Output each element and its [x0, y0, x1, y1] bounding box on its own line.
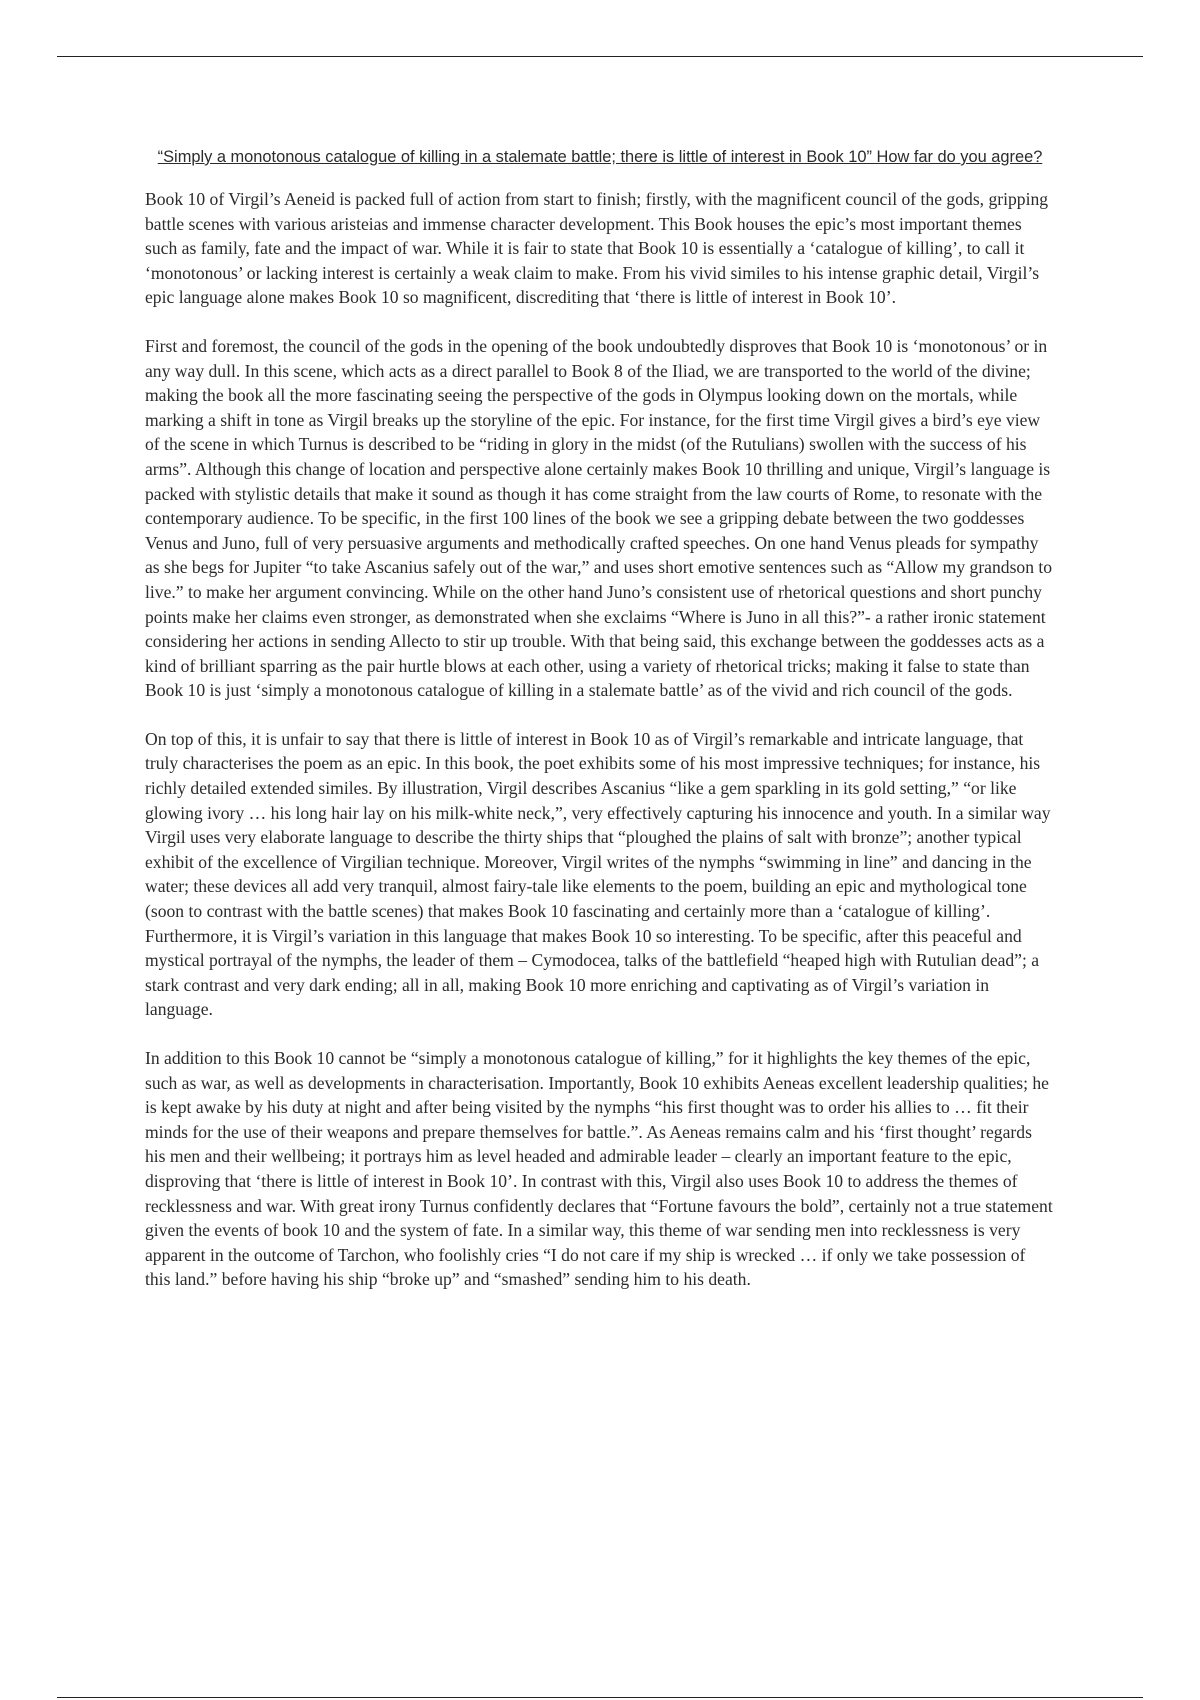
paragraph-language: On top of this, it is unfair to say that there is little of interest in Book 10 as of Virgil’s remarkable and intricate language, that truly characterises the poem as an epic. In this book, the poet exhibits some of his most impressive techniques; for instance, his richly detailed extended similes. By illustration, Virgil describes Ascanius “like a gem sparkling in its gold setting,” “or like glowing ivory … his long hair lay on his milk-white neck,”, very effectively capturing his innocence and youth. In a similar way Virgil uses very elaborate language to describe the thirty ships that “ploughed the plains of salt with bronze”; another typical exhibit of the excellence of Virgilian technique. Moreover, Virgil writes of the nymphs “swimming in line” and dancing in the water; these devices all add very tranquil, almost fairy-tale like elements to the poem, building an epic and mythological tone (soon to contrast with the battle scenes) that makes Book 10 fascinating and certainly more than a ‘catalogue of killing’. Furthermore, it is Virgil’s variation in this language that makes Book 10 so interesting. To be specific, after this peaceful and mystical portrayal of the nymphs, the leader of them – Cymodocea, talks of the battlefield “heaped high with Rutulian dead”; a stark contrast and very dark ending; all in all, making Book 10 more enriching and captivating as of Virgil’s variation in language.	[145, 728, 1051, 1020]
header-rule	[57, 56, 1143, 57]
document-page	[145, 146, 1055, 1316]
paragraph-themes: In addition to this Book 10 cannot be “simply a monotonous catalogue of killing,” for it highlights the key themes of the epic, such as war, as well as developments in characterisation. Importantly, Book 10 exhibits Aeneas excellent leadership qualities; he is kept awake by his duty at night and after being visited by the nymphs “his first thought was to order his allies to … fit their minds for the use of their weapons and prepare themselves for battle.”. As Aeneas remains calm and his ‘first thought’ regards his men and their wellbeing; it portrays him as level headed and admirable leader – clearly an important feature to the epic, disproving that ‘there is little of interest in Book 10’. In contrast with this, Virgil also uses Book 10 to address the themes of recklessness and war. With great irony Turnus confidently declares that “Fortune favours the bold”, certainly not a true statement given the events of book 10 and the system of fate. In a similar way, this theme of war sending men into recklessness is very apparent in the outcome of Tarchon, who foolishly cries “I do not care if my ship is wrecked … if only we take possession of this land.” before having his ship “broke up” and “smashed” sending him to his death.	[145, 1048, 1053, 1290]
paragraph-council-of-gods: First and foremost, the council of the gods in the opening of the book undoubtedly disproves that Book 10 is ‘monotonous’ or in any way dull. In this scene, which acts as a direct parallel to Book 8 of the Iliad, we are transported to the world of the divine; making the book all the more fascinating seeing the perspective of the gods in Olympus looking down on the mortals, while marking a shift in tone as Virgil breaks up the storyline of the epic. For instance, for the first time Virgil gives a bird’s eye view of the scene in which Turnus is described to be “riding in glory in the midst (of the Rutulians) swollen with the success of his arms”. Although this change of location and perspective alone certainly makes Book 10 thrilling and unique, Virgil’s language is packed with stylistic details that make it sound as though it has come straight from the law courts of Rome, to resonate with the contemporary audience. To be specific, in the first 100 lines of the book we see a gripping debate between the two goddesses Venus and Juno, full of very persuasive arguments and methodically crafted speeches. On one hand Venus pleads for sympathy as she begs for Jupiter “to take Ascanius safely out of the war,” and uses short emotive sentences such as “Allow my grandson to live.” to make her argument convincing. While on the other hand Juno’s consistent use of rhetorical questions and short punchy points make her claims even stronger, as demonstrated when she exclaims “Where is Juno in all this?”- a rather ironic statement considering her actions in sending Allecto to stir up trouble. With that being said, this exchange between the goddesses acts as a kind of brilliant sparring as the pair hurtle blows at each other, using a variety of rhetorical tricks; making it false to state than Book 10 is just ‘simply a monotonous catalogue of killing in a stalemate battle’ as of the vivid and rich council of the gods.	[145, 335, 1053, 701]
paragraph-intro: Book 10 of Virgil’s Aeneid is packed full of action from start to finish; firstly, with the magnificent council of the gods, gripping battle scenes with various aristeias and immense character development. This Book houses the epic’s most important themes such as family, fate and the impact of war. While it is fair to state that Book 10 is essentially a ‘catalogue of killing’, to call it ‘monotonous’ or lacking interest is certainly a weak claim to make. From his vivid similes to his intense graphic detail, Virgil’s epic language alone makes Book 10 so magnificent, discrediting that ‘there is little of interest in Book 10’.	[145, 189, 1049, 308]
footer-rule	[57, 1697, 1143, 1698]
essay-title: “Simply a monotonous catalogue of killing in a stalemate battle; there is little of interest in Book 10” How far do you agree?	[157, 148, 1043, 166]
